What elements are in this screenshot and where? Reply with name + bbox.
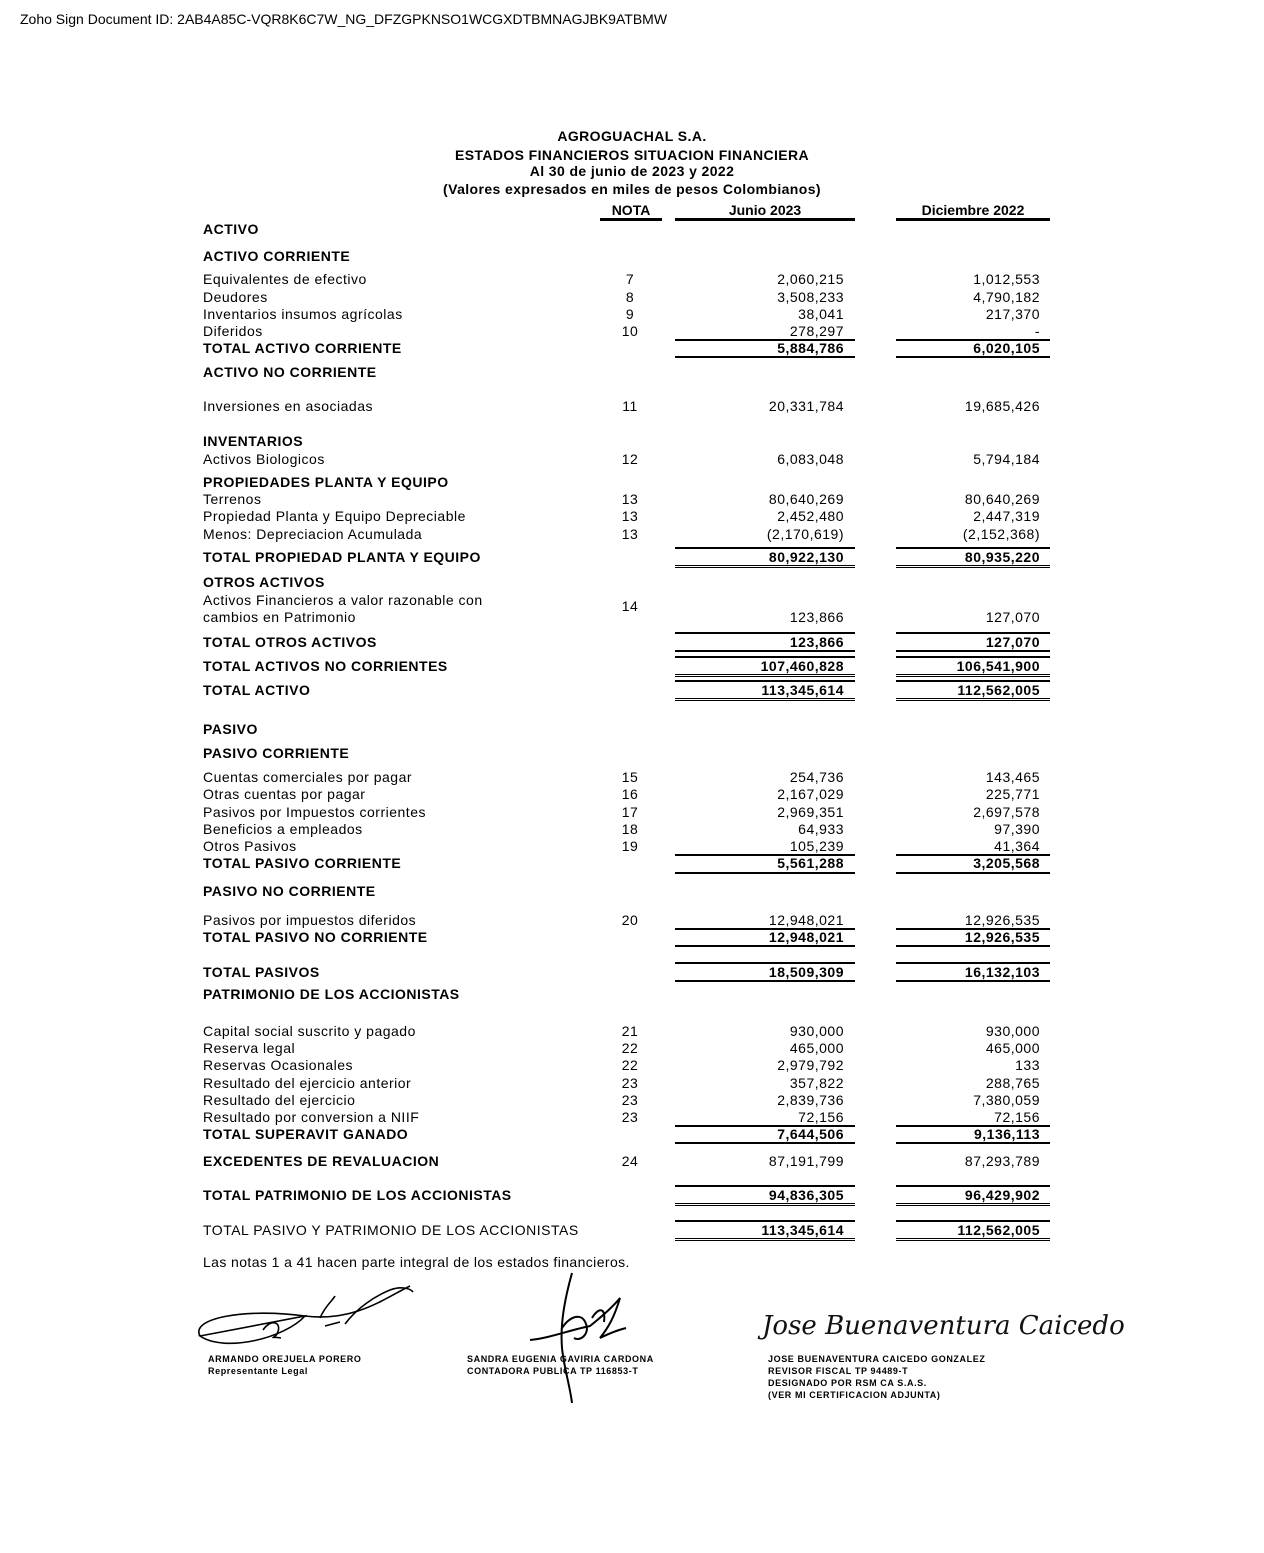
table-row bbox=[0, 248, 1200, 266]
rule-line bbox=[896, 928, 1050, 930]
footnote: Las notas 1 a 41 hacen parte integral de los estados financieros. bbox=[203, 1254, 630, 1270]
rule-line bbox=[896, 945, 1050, 947]
row-nota: 18 bbox=[621, 821, 639, 837]
row-value-2022: 87,293,789 bbox=[964, 1153, 1040, 1169]
statement-date: Al 30 de junio de 2023 y 2022 bbox=[529, 163, 735, 179]
row-value-2023: 72,156 bbox=[798, 1109, 844, 1125]
signature-sandra-drawing bbox=[520, 1268, 640, 1408]
row-label: TOTAL ACTIVO CORRIENTE bbox=[203, 340, 402, 356]
row-value-2023: (2,170,619) bbox=[766, 526, 844, 542]
rule-line bbox=[896, 1125, 1050, 1127]
row-value-2023: 12,948,021 bbox=[768, 912, 844, 928]
table-row bbox=[0, 769, 1200, 787]
rule-line bbox=[896, 962, 1050, 964]
table-row bbox=[0, 433, 1200, 451]
signatory-jose-role: REVISOR FISCAL TP 94489-T bbox=[768, 1366, 909, 1376]
row-value-2023: 87,191,799 bbox=[768, 1153, 844, 1169]
document-id: Zoho Sign Document ID: 2AB4A85C-VQR8K6C7W_NG_DFZGPKNSO1WCGXDTBMNAGJBK9ATBMW bbox=[20, 11, 668, 27]
row-nota: 14 bbox=[621, 598, 639, 614]
row-label: Inventarios insumos agrícolas bbox=[203, 306, 403, 322]
row-value-2022: 80,935,220 bbox=[964, 549, 1040, 565]
rule-line bbox=[675, 962, 855, 964]
rule-line bbox=[675, 1185, 855, 1187]
row-value-2022: 19,685,426 bbox=[964, 398, 1040, 414]
row-label: TOTAL ACTIVO bbox=[203, 682, 311, 698]
row-value-2022: 465,000 bbox=[985, 1040, 1040, 1056]
rule-line bbox=[896, 547, 1050, 549]
rule-line bbox=[896, 1238, 1050, 1241]
row-label-continued: cambios en Patrimonio bbox=[203, 609, 356, 625]
row-label: Pasivos por Impuestos corrientes bbox=[203, 804, 426, 820]
rule-line bbox=[896, 854, 1050, 856]
row-value-2023: 465,000 bbox=[789, 1040, 844, 1056]
row-label: TOTAL SUPERAVIT GANADO bbox=[203, 1126, 409, 1142]
row-value-2023: 2,167,029 bbox=[777, 786, 844, 802]
row-value-2023: 123,866 bbox=[789, 609, 844, 625]
table-row bbox=[0, 855, 1200, 873]
table-row bbox=[0, 474, 1200, 492]
table-row bbox=[0, 491, 1200, 509]
rule-line bbox=[896, 674, 1050, 677]
row-nota: 13 bbox=[621, 491, 639, 507]
column-nota: NOTA bbox=[600, 202, 662, 221]
rule-line bbox=[896, 872, 1050, 874]
rule-line bbox=[675, 650, 855, 652]
row-label: Cuentas comerciales por pagar bbox=[203, 769, 413, 785]
row-value-2022: (2,152,368) bbox=[962, 526, 1040, 542]
row-value-2022: 41,364 bbox=[994, 838, 1040, 854]
row-value-2023: 7,644,506 bbox=[777, 1126, 844, 1142]
row-value-2022: 3,205,568 bbox=[973, 855, 1040, 871]
row-value-2022: 106,541,900 bbox=[956, 658, 1040, 674]
row-value-2023: 5,884,786 bbox=[777, 340, 844, 356]
row-nota: 13 bbox=[621, 526, 639, 542]
row-value-2023: 80,922,130 bbox=[768, 549, 844, 565]
row-value-2023: 5,561,288 bbox=[777, 855, 844, 871]
row-label: Otros Pasivos bbox=[203, 838, 297, 854]
row-value-2023: 2,839,736 bbox=[777, 1092, 844, 1108]
row-nota: 7 bbox=[625, 271, 635, 287]
row-label: Activos Biologicos bbox=[203, 451, 325, 467]
rule-line bbox=[675, 1238, 855, 1241]
statement-title: ESTADOS FINANCIEROS SITUACION FINANCIERA bbox=[454, 147, 810, 163]
row-value-2023: 105,239 bbox=[789, 838, 844, 854]
row-label: TOTAL PATRIMONIO DE LOS ACCIONISTAS bbox=[203, 1187, 512, 1203]
row-value-2023: 2,979,792 bbox=[777, 1057, 844, 1073]
row-nota: 23 bbox=[621, 1092, 639, 1108]
row-nota: 24 bbox=[621, 1153, 639, 1169]
rule-line bbox=[675, 928, 855, 930]
row-label: Equivalentes de efectivo bbox=[203, 271, 367, 287]
rule-line bbox=[675, 356, 855, 358]
table-row bbox=[0, 289, 1200, 307]
row-value-2022: 2,447,319 bbox=[973, 508, 1040, 524]
row-nota: 23 bbox=[621, 1109, 639, 1125]
row-value-2023: 107,460,828 bbox=[760, 658, 844, 674]
row-label: Menos: Depreciacion Acumulada bbox=[203, 526, 423, 542]
row-label: OTROS ACTIVOS bbox=[203, 574, 325, 590]
table-row bbox=[0, 508, 1200, 526]
row-value-2022: 6,020,105 bbox=[973, 340, 1040, 356]
row-value-2022: 12,926,535 bbox=[964, 929, 1040, 945]
rule-line bbox=[675, 872, 855, 874]
row-label: TOTAL PASIVO Y PATRIMONIO DE LOS ACCIONISTAS bbox=[203, 1222, 579, 1238]
table-row bbox=[0, 883, 1200, 901]
rule-line bbox=[896, 698, 1050, 701]
row-nota: 11 bbox=[622, 398, 638, 414]
row-value-2022: 225,771 bbox=[985, 786, 1040, 802]
row-label: Resultado por conversion a NIIF bbox=[203, 1109, 420, 1125]
signature-armando-drawing bbox=[185, 1278, 425, 1358]
row-label: Reserva legal bbox=[203, 1040, 296, 1056]
table-row bbox=[0, 804, 1200, 822]
row-nota: 23 bbox=[621, 1075, 639, 1091]
row-value-2022: 80,640,269 bbox=[964, 491, 1040, 507]
rule-line bbox=[896, 1203, 1050, 1206]
company-name: AGROGUACHAL S.A. bbox=[557, 128, 707, 144]
table-row bbox=[0, 1040, 1200, 1058]
row-label: Terrenos bbox=[203, 491, 262, 507]
row-label: Pasivos por impuestos diferidos bbox=[203, 912, 417, 928]
rule-line bbox=[675, 945, 855, 947]
row-value-2023: 113,345,614 bbox=[761, 682, 844, 698]
table-row bbox=[0, 398, 1200, 416]
rule-line bbox=[675, 680, 855, 682]
row-label: INVENTARIOS bbox=[203, 433, 304, 449]
row-value-2023: 278,297 bbox=[789, 323, 844, 339]
row-nota: 15 bbox=[621, 769, 639, 785]
table-row bbox=[0, 1153, 1200, 1171]
table-row bbox=[0, 745, 1200, 763]
row-label: TOTAL PASIVO NO CORRIENTE bbox=[203, 929, 428, 945]
table-row bbox=[0, 721, 1200, 739]
row-value-2022: 112,562,005 bbox=[957, 1222, 1040, 1238]
row-value-2023: 113,345,614 bbox=[761, 1222, 844, 1238]
row-nota: 12 bbox=[621, 451, 639, 467]
rule-line bbox=[675, 339, 855, 341]
row-value-2022: 12,926,535 bbox=[964, 912, 1040, 928]
row-label: Propiedad Planta y Equipo Depreciable bbox=[203, 508, 466, 524]
statement-units: (Valores expresados en miles de pesos Colombianos) bbox=[443, 181, 821, 197]
row-label: Reservas Ocasionales bbox=[203, 1057, 354, 1073]
row-value-2023: 357,822 bbox=[789, 1075, 844, 1091]
row-label: PASIVO NO CORRIENTE bbox=[203, 883, 376, 899]
row-value-2022: 97,390 bbox=[994, 821, 1040, 837]
rule-line bbox=[675, 1125, 855, 1127]
row-nota: 16 bbox=[621, 786, 639, 802]
row-nota: 8 bbox=[625, 289, 635, 305]
rule-line bbox=[675, 547, 855, 549]
table-row bbox=[0, 986, 1200, 1004]
row-value-2022: 143,465 bbox=[985, 769, 1040, 785]
row-value-2023: 80,640,269 bbox=[768, 491, 844, 507]
row-value-2022: 288,765 bbox=[985, 1075, 1040, 1091]
row-value-2023: 64,933 bbox=[798, 821, 844, 837]
signatory-sandra-role: CONTADORA PUBLICA TP 116853-T bbox=[467, 1366, 639, 1376]
signature-jose-drawing bbox=[758, 1298, 1125, 1346]
row-value-2022: 930,000 bbox=[985, 1023, 1040, 1039]
rule-line bbox=[675, 1203, 855, 1206]
table-row bbox=[0, 364, 1200, 382]
signatory-jose-name: JOSE BUENAVENTURA CAICEDO GONZALEZ bbox=[768, 1354, 986, 1364]
row-value-2023: 2,969,351 bbox=[777, 804, 844, 820]
rule-line bbox=[896, 339, 1050, 341]
table-row bbox=[0, 1023, 1200, 1041]
row-value-2023: 38,041 bbox=[798, 306, 844, 322]
row-label: PASIVO bbox=[203, 721, 258, 737]
table-row bbox=[0, 1092, 1200, 1110]
rule-line bbox=[675, 1220, 855, 1222]
table-row bbox=[0, 821, 1200, 839]
row-value-2023: 6,083,048 bbox=[777, 451, 844, 467]
row-value-2022: 9,136,113 bbox=[973, 1126, 1040, 1142]
row-value-2022: - bbox=[1034, 323, 1040, 339]
rule-line bbox=[896, 565, 1050, 568]
rule-line bbox=[675, 854, 855, 856]
row-value-2022: 96,429,902 bbox=[964, 1187, 1040, 1203]
row-value-2022: 72,156 bbox=[994, 1109, 1040, 1125]
table-row bbox=[0, 306, 1200, 324]
row-value-2022: 16,132,103 bbox=[964, 964, 1040, 980]
row-nota: 21 bbox=[621, 1023, 639, 1039]
table-row bbox=[0, 1075, 1200, 1093]
signatory-jose-firm: DESIGNADO POR RSM CA S.A.S. bbox=[768, 1378, 927, 1388]
row-value-2022: 112,562,005 bbox=[957, 682, 1040, 698]
rule-line bbox=[896, 650, 1050, 652]
row-value-2022: 127,070 bbox=[985, 609, 1040, 625]
row-value-2023: 3,508,233 bbox=[777, 289, 844, 305]
row-value-2023: 12,948,021 bbox=[768, 929, 844, 945]
rule-line bbox=[896, 356, 1050, 358]
row-nota: 22 bbox=[621, 1057, 639, 1073]
row-value-2023: 2,060,215 bbox=[777, 271, 844, 287]
rule-line bbox=[675, 565, 855, 568]
row-nota: 13 bbox=[621, 508, 639, 524]
row-label: TOTAL PROPIEDAD PLANTA Y EQUIPO bbox=[203, 549, 481, 565]
row-value-2022: 2,697,578 bbox=[973, 804, 1040, 820]
rule-line bbox=[675, 1142, 855, 1144]
signatory-armando-name: ARMANDO OREJUELA PORERO bbox=[208, 1354, 362, 1364]
signatory-armando-role: Representante Legal bbox=[208, 1366, 308, 1376]
column-prior: Diciembre 2022 bbox=[896, 202, 1050, 221]
row-label: ACTIVO CORRIENTE bbox=[203, 248, 351, 264]
row-value-2023: 18,509,309 bbox=[768, 964, 844, 980]
row-label: Inversiones en asociadas bbox=[203, 398, 373, 414]
row-label: EXCEDENTES DE REVALUACION bbox=[203, 1153, 440, 1169]
row-nota: 22 bbox=[621, 1040, 639, 1056]
row-label: TOTAL PASIVOS bbox=[203, 964, 320, 980]
rule-line bbox=[675, 698, 855, 701]
column-current: Junio 2023 bbox=[675, 202, 855, 221]
row-nota: 17 bbox=[621, 804, 639, 820]
signatory-sandra bbox=[467, 1353, 654, 1377]
row-label: Activos Financieros a valor razonable con bbox=[203, 592, 483, 608]
table-row bbox=[0, 221, 1200, 239]
row-nota: 19 bbox=[621, 838, 639, 854]
rule-line bbox=[675, 674, 855, 677]
row-label: TOTAL OTROS ACTIVOS bbox=[203, 634, 377, 650]
row-value-2022: 217,370 bbox=[985, 306, 1040, 322]
table-row bbox=[0, 526, 1200, 544]
rule-line bbox=[896, 656, 1050, 658]
table-row bbox=[0, 592, 1200, 628]
signatory-jose bbox=[768, 1353, 985, 1401]
row-label: Deudores bbox=[203, 289, 268, 305]
table-row bbox=[0, 1057, 1200, 1075]
row-value-2023: 2,452,480 bbox=[777, 508, 844, 524]
table-row bbox=[0, 786, 1200, 804]
row-label: ACTIVO bbox=[203, 221, 259, 237]
row-label: PROPIEDADES PLANTA Y EQUIPO bbox=[203, 474, 449, 490]
rule-line bbox=[896, 1220, 1050, 1222]
row-label: Capital social suscrito y pagado bbox=[203, 1023, 416, 1039]
row-value-2022: 133 bbox=[1015, 1057, 1040, 1073]
row-value-2022: 5,794,184 bbox=[973, 451, 1040, 467]
rule-line bbox=[675, 980, 855, 982]
row-label: TOTAL ACTIVOS NO CORRIENTES bbox=[203, 658, 448, 674]
row-label: Resultado del ejercicio bbox=[203, 1092, 356, 1108]
row-value-2023: 94,836,305 bbox=[768, 1187, 844, 1203]
row-nota: 9 bbox=[625, 306, 635, 322]
rule-line bbox=[896, 680, 1050, 682]
row-value-2023: 930,000 bbox=[789, 1023, 844, 1039]
rule-line bbox=[896, 632, 1050, 634]
row-label: PATRIMONIO DE LOS ACCIONISTAS bbox=[203, 986, 460, 1002]
row-label: ACTIVO NO CORRIENTE bbox=[203, 364, 377, 380]
row-value-2022: 7,380,059 bbox=[973, 1092, 1040, 1108]
rule-line bbox=[896, 1185, 1050, 1187]
rule-line bbox=[675, 656, 855, 658]
row-label: Diferidos bbox=[203, 323, 263, 339]
signature-jose-handwritten: Jose Buenaventura Caicedo bbox=[762, 1311, 1125, 1341]
table-row bbox=[0, 271, 1200, 289]
row-label: TOTAL PASIVO CORRIENTE bbox=[203, 855, 402, 871]
row-label: PASIVO CORRIENTE bbox=[203, 745, 350, 761]
row-label: Otras cuentas por pagar bbox=[203, 786, 366, 802]
row-label: Resultado del ejercicio anterior bbox=[203, 1075, 412, 1091]
table-row bbox=[0, 574, 1200, 592]
rule-line bbox=[896, 980, 1050, 982]
row-value-2023: 254,736 bbox=[789, 769, 844, 785]
rule-line bbox=[896, 1142, 1050, 1144]
row-value-2022: 4,790,182 bbox=[973, 289, 1040, 305]
row-value-2023: 123,866 bbox=[789, 634, 844, 650]
row-nota: 20 bbox=[621, 912, 639, 928]
row-nota: 10 bbox=[621, 323, 639, 339]
row-value-2022: 1,012,553 bbox=[973, 271, 1040, 287]
signatory-armando bbox=[208, 1353, 361, 1377]
rule-line bbox=[675, 632, 855, 634]
row-label: Beneficios a empleados bbox=[203, 821, 363, 837]
signatory-jose-note: (VER MI CERTIFICACION ADJUNTA) bbox=[768, 1390, 941, 1400]
row-value-2022: 127,070 bbox=[985, 634, 1040, 650]
signatory-sandra-name: SANDRA EUGENIA GAVIRIA CARDONA bbox=[467, 1354, 654, 1364]
row-value-2023: 20,331,784 bbox=[768, 398, 844, 414]
table-row bbox=[0, 451, 1200, 469]
